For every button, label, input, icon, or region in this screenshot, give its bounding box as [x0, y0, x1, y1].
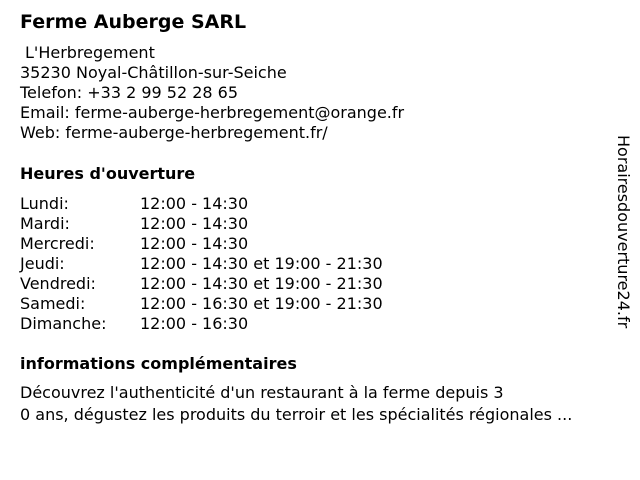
hours-row: [20, 294, 383, 314]
time-value: 12:00 - 14:30 et 19:00 - 21:30: [140, 274, 383, 293]
time-value: 12:00 - 16:30 et 19:00 - 21:30: [140, 294, 383, 313]
city-line: 35230 Noyal-Châtillon-sur-Seiche: [20, 63, 287, 82]
additional-info-heading: informations complémentaires: [20, 354, 297, 373]
phone-line: Telefon: +33 2 99 52 28 65: [20, 83, 239, 102]
email-line: Email: ferme-auberge-herbregement@orange.fr: [20, 103, 405, 122]
day-label: Dimanche:: [20, 314, 107, 333]
contact-block: [20, 43, 404, 143]
day-label: Mercredi:: [20, 234, 95, 253]
hours-row: [20, 214, 383, 234]
site-watermark: Horairesdouverture24.fr: [614, 135, 633, 329]
address-line: L'Herbregement: [25, 43, 155, 62]
opening-hours-table: [20, 194, 383, 334]
hours-row: [20, 194, 383, 214]
time-value: 12:00 - 14:30 et 19:00 - 21:30: [140, 254, 383, 273]
additional-info-text: [20, 382, 625, 426]
day-label: Vendredi:: [20, 274, 96, 293]
hours-row: [20, 274, 383, 294]
opening-hours-heading: Heures d'ouverture: [20, 164, 196, 183]
time-value: 12:00 - 14:30: [140, 194, 249, 213]
time-value: 12:00 - 14:30: [140, 214, 249, 233]
hours-row: [20, 254, 383, 274]
time-value: 12:00 - 16:30: [140, 314, 249, 333]
info-line: 0 ans, dégustez les produits du terroir et les spécialités régionales ...: [20, 405, 573, 424]
hours-row: [20, 314, 383, 334]
day-label: Mardi:: [20, 214, 70, 233]
time-value: 12:00 - 14:30: [140, 234, 249, 253]
hours-row: [20, 234, 383, 254]
day-label: Jeudi:: [20, 254, 65, 273]
info-line: Découvrez l'authenticité d'un restaurant à la ferme depuis 3: [20, 383, 504, 402]
business-name: Ferme Auberge SARL: [20, 11, 247, 33]
day-label: Lundi:: [20, 194, 69, 213]
day-label: Samedi:: [20, 294, 86, 313]
web-line: Web: ferme-auberge-herbregement.fr/: [20, 123, 328, 142]
